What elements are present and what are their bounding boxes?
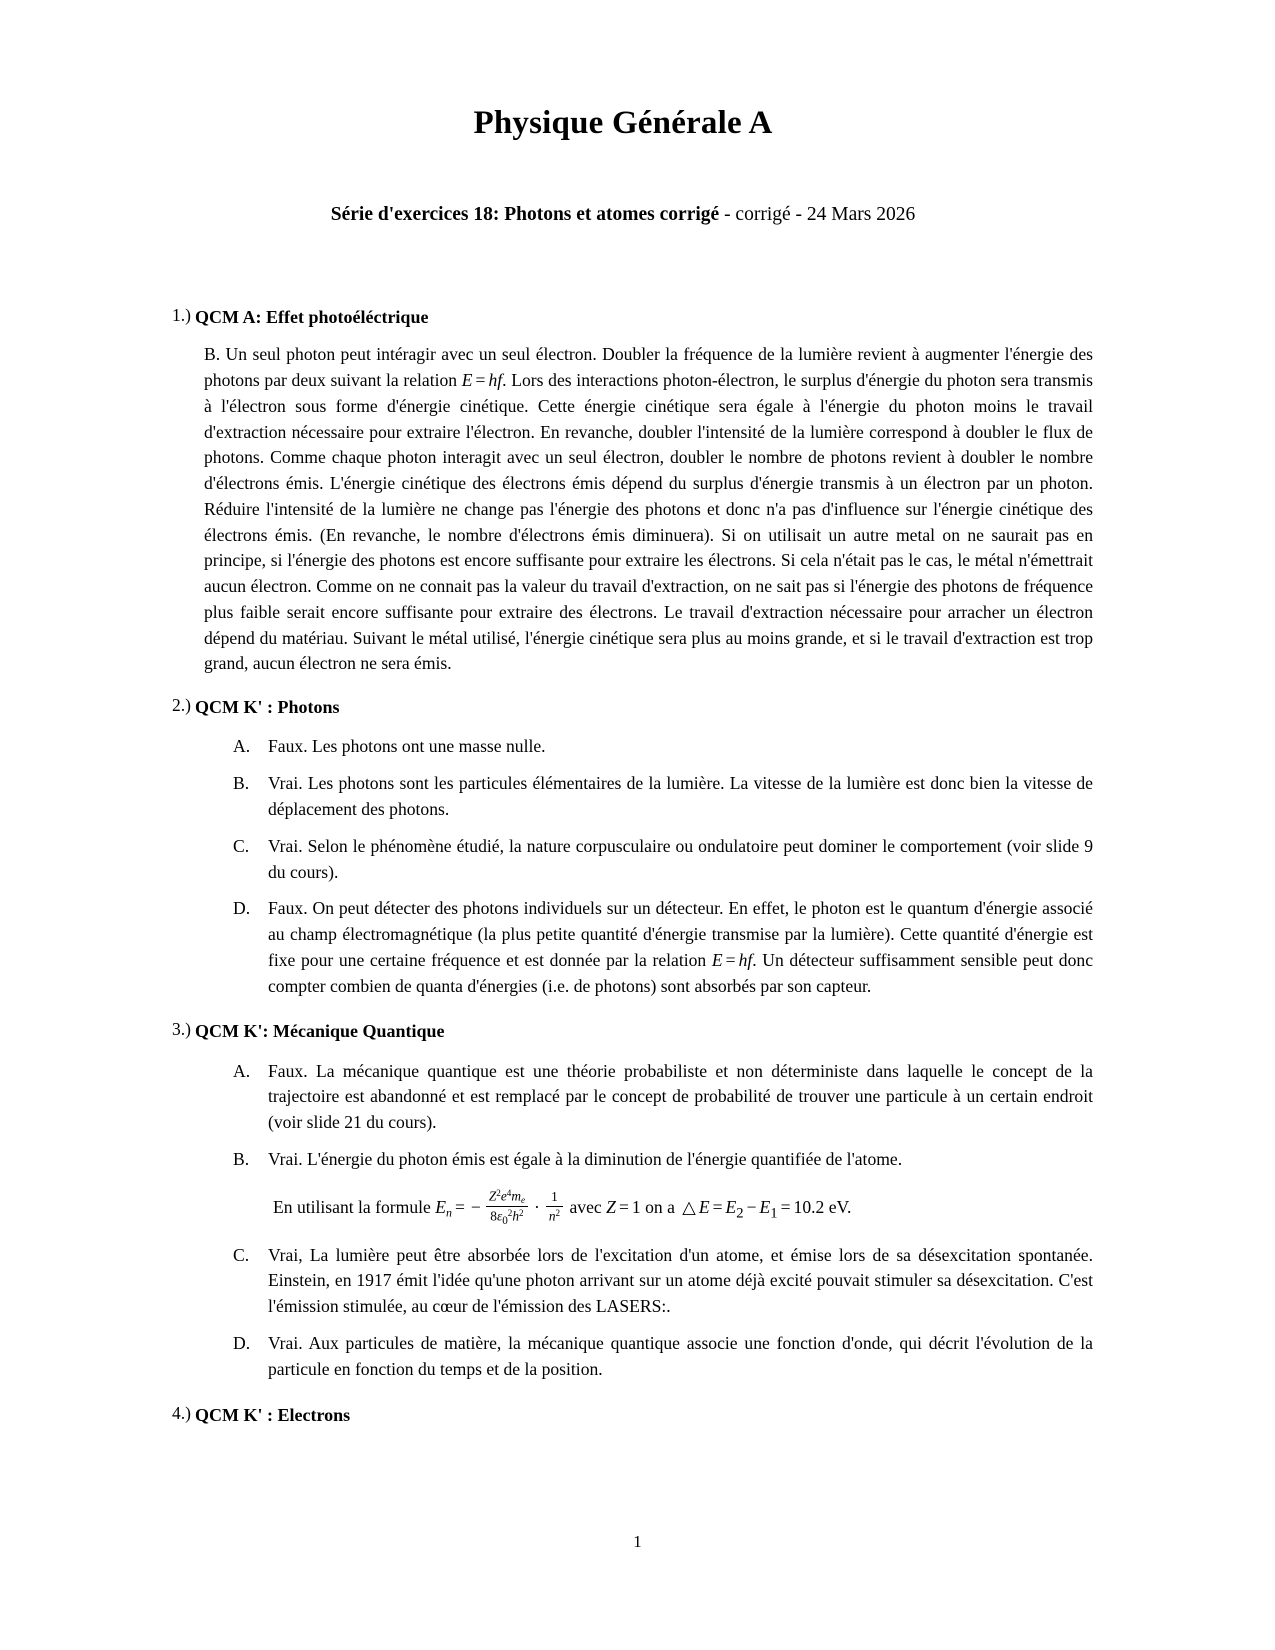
- answer-item-2b: [233, 771, 1093, 823]
- answer-item-3d: [233, 1331, 1093, 1383]
- answer-item-3a: [233, 1059, 1093, 1136]
- question-heading-2: QCM K' : Photons: [195, 697, 340, 718]
- paragraph-text-part-1: B. Un seul photon peut intéragir avec un seul électron. Doubler la fréquence de la lumière revient à augmenter l'énergie des photons par deux suivant la relation: [204, 344, 1093, 390]
- subtitle-series-label: Série d'exercices 18: Photons et atomes corrigé: [330, 203, 720, 225]
- answer-2d-part-2: . Un détecteur suffisamment sensible peut donc compter combien de quanta d'énergies (i.e. de photons) sont absorbés par son capteur.: [268, 949, 1094, 996]
- question-body-4: [195, 1403, 1093, 1427]
- question-body-1: [195, 305, 1093, 677]
- answer-item-3b: [233, 1147, 1093, 1229]
- answer-item-2d: [233, 896, 1093, 999]
- answer-letter-3c: C.: [233, 1244, 250, 1265]
- question-body-2: [195, 695, 1093, 999]
- answer-3b-formula-note: [273, 1189, 1093, 1229]
- answer-text-3d: Vrai. Aux particules de matière, la mécanique quantique associe une fonction d'onde, qui décrit l'évolution de la particule en fonction du temps et de la position.: [268, 1332, 1093, 1379]
- answer-item-2a: [233, 734, 1093, 760]
- page-content: [153, 0, 1093, 1431]
- question-heading-4: QCM K' : Electrons: [195, 1404, 351, 1425]
- formula-delta-energy-result: △ $E = E_2 - E_1 = 10.2$ eV: [682, 1196, 847, 1222]
- answer-item-3c: [233, 1243, 1093, 1320]
- page-title: Physique Générale A: [473, 105, 773, 141]
- answer-item-2c: [233, 834, 1093, 886]
- question-item-2: [153, 695, 1093, 999]
- answer-text-3b: Vrai. L'énergie du photon émis est égale à la diminution de l'énergie quantifiée de l'atome.: [268, 1148, 903, 1169]
- answer-text-2c: Vrai. Selon le phénomène étudié, la nature corpusculaire ou ondulatoire peut dominer le comportement (voir slide 9 du cours).: [268, 835, 1093, 882]
- question-item-3: [153, 1019, 1093, 1382]
- question-number-4: 4.): [172, 1402, 191, 1423]
- inline-formula-energy-photon-2: E = hf: [711, 949, 753, 970]
- formula-z-value: Z = 1: [606, 1196, 641, 1217]
- formula-note-middle-2: on a: [645, 1196, 675, 1217]
- answer-letter-2a: A.: [233, 736, 251, 757]
- page-number-footer: 1: [633, 1532, 642, 1551]
- answer-list-2: [233, 734, 1093, 999]
- paragraph-text-part-2: . Lors des interactions photon-électron, le surplus d'énergie du photon sera transmis à l'électron sous forme d'énergie cinétique. Cette énergie cinétique sera égale à l'énergie du photon moins le travail d'extraction nécessaire pour extraire l'électron. En revanche, doubler l'intensité de la lumière correspond à doubler le flux de photons. Comme chaque photon interagit avec un seul électron, doubler le nombre de photons revient à doubler le nombre d'électrons émis. L'énergie cinétique des électrons émis dépend du surplus d'énergie transmis à un électron par un photon. Réduire l'intensité de la lumière ne change pas l'énergie des photons et donc n'a pas d'influence sur l'énergie cinétique des électrons émis. (En revanche, le nombre d'électrons émis diminuera). Si on utilisait un autre metal on ne saurait pas en principe, si l'énergie des photons est encore suffisante pour extraire les électrons. Si cela n'était pas le cas, le métal n'émettrait aucun électron. Comme on ne connait pas la valeur du travail d'extraction, on ne sait pas si l'énergie des photons de fréquence plus faible serait encore suffisante pour extraire des électrons. Le travail d'extraction nécessaire pour arracher un électron dépend du matériau. Suivant le métal utilisé, l'énergie cinétique sera plus au moins grande, et si le travail d'extraction est trop grand, aucun électron ne sera émis.: [204, 370, 1094, 674]
- answer-letter-3d: D.: [233, 1332, 251, 1353]
- answer-list-3: [233, 1059, 1093, 1383]
- formula-note-suffix: .: [847, 1196, 852, 1217]
- answer-text-2b: Vrai. Les photons sont les particules élémentaires de la lumière. La vitesse de la lumière est donc bien la vitesse de déplacement des photons.: [268, 773, 1093, 820]
- question-item-1: [153, 305, 1093, 677]
- answer-text-3c: Vrai, La lumière peut être absorbée lors de l'excitation d'un atome, et émise lors de sa désexcitation spontanée. Einstein, en 1917 émit l'idée qu'une photon arrivant sur un atome déjà excité pouvait stimuler sa désexcitation. C'est l'émission stimulée, au cœur de l'émission des LASERS:.: [268, 1244, 1093, 1317]
- question-item-4: [153, 1403, 1093, 1427]
- answer-letter-3b: B.: [233, 1148, 250, 1169]
- answer-letter-2b: B.: [233, 773, 250, 794]
- answer-letter-2d: D.: [233, 898, 251, 919]
- answer-letter-2c: C.: [233, 835, 250, 856]
- question-number-3: 3.): [172, 1019, 191, 1040]
- answer-text-2d: [268, 896, 1093, 999]
- question-number-2: 2.): [172, 695, 191, 716]
- document-subtitle: [153, 202, 1093, 227]
- question-heading-3: QCM K': Mécanique Quantique: [195, 1021, 445, 1042]
- question-heading-1: QCM A: Effet photoéléctrique: [195, 306, 429, 327]
- formula-bohr-energy: $E_n$ = − $\frac{Z^2e^4m_e}{8\varepsilon_0^2h^2}$ · $\frac{1}{n^2}$: [435, 1197, 565, 1217]
- question-body-3: [195, 1019, 1093, 1382]
- question-number-1: 1.): [172, 304, 191, 325]
- answer-2d-part-1: Faux. On peut détecter des photons individuels sur un détecteur. En effet, le photon est le quantum d'énergie associé au champ électromagnétique (la plus petite quantité d'énergie transmise par la lumière). Cette quantité d'énergie est fixe pour une certaine fréquence et est donnée par la relation: [268, 898, 1093, 970]
- answer-text-3a: Faux. La mécanique quantique est une théorie probabiliste et non déterministe dans laquelle le concept de la trajectoire est abandonné et est remplacé par le concept de probabilité de trouver une particule à un certain endroit (voir slide 21 du cours).: [268, 1060, 1093, 1133]
- question-1-paragraph: [204, 342, 1093, 677]
- formula-note-middle: avec: [569, 1196, 602, 1217]
- answer-text-2a: Faux. Les photons ont une masse nulle.: [268, 736, 546, 757]
- answer-letter-3a: A.: [233, 1060, 251, 1081]
- inline-formula-energy-photon: E = hf: [461, 370, 503, 390]
- subtitle-date-label: - corrigé - 24 Mars 2026: [719, 203, 916, 225]
- formula-note-prefix: En utilisant la formule: [273, 1196, 431, 1217]
- question-list: [153, 305, 1093, 1427]
